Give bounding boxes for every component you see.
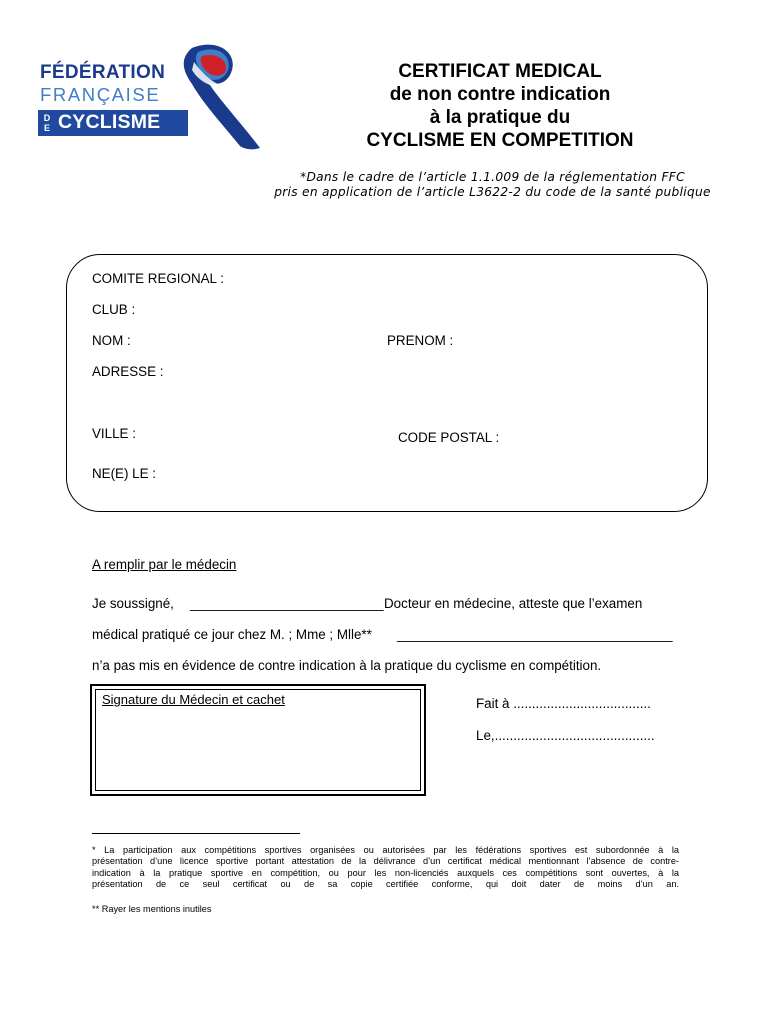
adresse-label: ADRESSE : xyxy=(92,364,164,379)
doctor-section-heading: A remplir par le médecin xyxy=(92,557,237,572)
legal-reference-line-2: pris en application de l’article L3622-2 du code de la santé publique xyxy=(274,185,711,199)
date-naissance-label: NE(E) LE : xyxy=(92,466,156,481)
fait-a-field: Fait à ..................................... xyxy=(476,696,651,711)
docteur-atteste-text: Docteur en médecine, atteste que l’examen xyxy=(384,596,643,611)
attestation-text: n’a pas mis en évidence de contre indication à la pratique du cyclisme en compétition. xyxy=(92,658,602,673)
logo-text-cyclisme: CYCLISME xyxy=(58,111,161,133)
doctor-name-blank: __________________________ xyxy=(190,596,384,611)
logo-text-francaise: FRANÇAISE xyxy=(40,84,161,105)
nom-label: NOM : xyxy=(92,333,131,348)
legal-reference-line-1: *Dans le cadre de l’article 1.1.009 de la réglementation FFC xyxy=(300,170,685,184)
signature-label: Signature du Médecin et cachet xyxy=(102,692,285,707)
club-label: CLUB : xyxy=(92,302,136,317)
footnote-separator xyxy=(92,833,300,834)
ffc-logo xyxy=(32,40,267,155)
footnote-participation xyxy=(92,845,679,891)
signature-box xyxy=(90,684,426,796)
title-line-1: CERTIFICAT MEDICAL xyxy=(398,61,602,82)
footnote-line-4: présentation de ce seul certificat ou de sa copie certifiée conforme, qui doit dater de moins d’un an. xyxy=(92,879,679,890)
patient-name-blank: _____________________________________ xyxy=(397,627,673,642)
footnote-rayer-mentions: ** Rayer les mentions inutiles xyxy=(92,904,212,914)
je-soussigne-text: Je soussigné, xyxy=(92,596,174,611)
date-le-field: Le,........................................... xyxy=(476,728,655,743)
logo-text-federation: FÉDÉRATION xyxy=(40,62,166,83)
footnote-line-3: indication à la pratique sportive en compétition, ou pour les non-licenciés auxquels ces compétitions sont ouvertes, à la xyxy=(92,867,679,878)
legal-reference xyxy=(240,170,745,200)
code-postal-label: CODE POSTAL : xyxy=(398,430,500,445)
document-title xyxy=(300,60,700,152)
identity-box xyxy=(66,254,708,512)
title-line-2: de non contre indication xyxy=(389,84,611,105)
prenom-label: PRENOM : xyxy=(387,333,454,348)
ville-label: VILLE : xyxy=(92,426,136,441)
title-line-4: CYCLISME EN COMPETITION xyxy=(366,130,634,151)
footnote-line-2: présentation d’une licence sportive portant attestation de la délivrance d’un certificat médical mentionnant l’absence de contre- xyxy=(92,856,679,867)
logo-text-de: D E xyxy=(43,113,51,133)
comite-regional-label: COMITE REGIONAL : xyxy=(92,271,224,286)
title-line-3: à la pratique du xyxy=(429,107,571,128)
footnote-line-1: * La participation aux compétitions sportives organisées ou autorisées par les fédérations sportives est subordonnée à la xyxy=(92,845,679,855)
examen-medical-text: médical pratiqué ce jour chez M. ; Mme ; Mlle** xyxy=(92,627,372,642)
